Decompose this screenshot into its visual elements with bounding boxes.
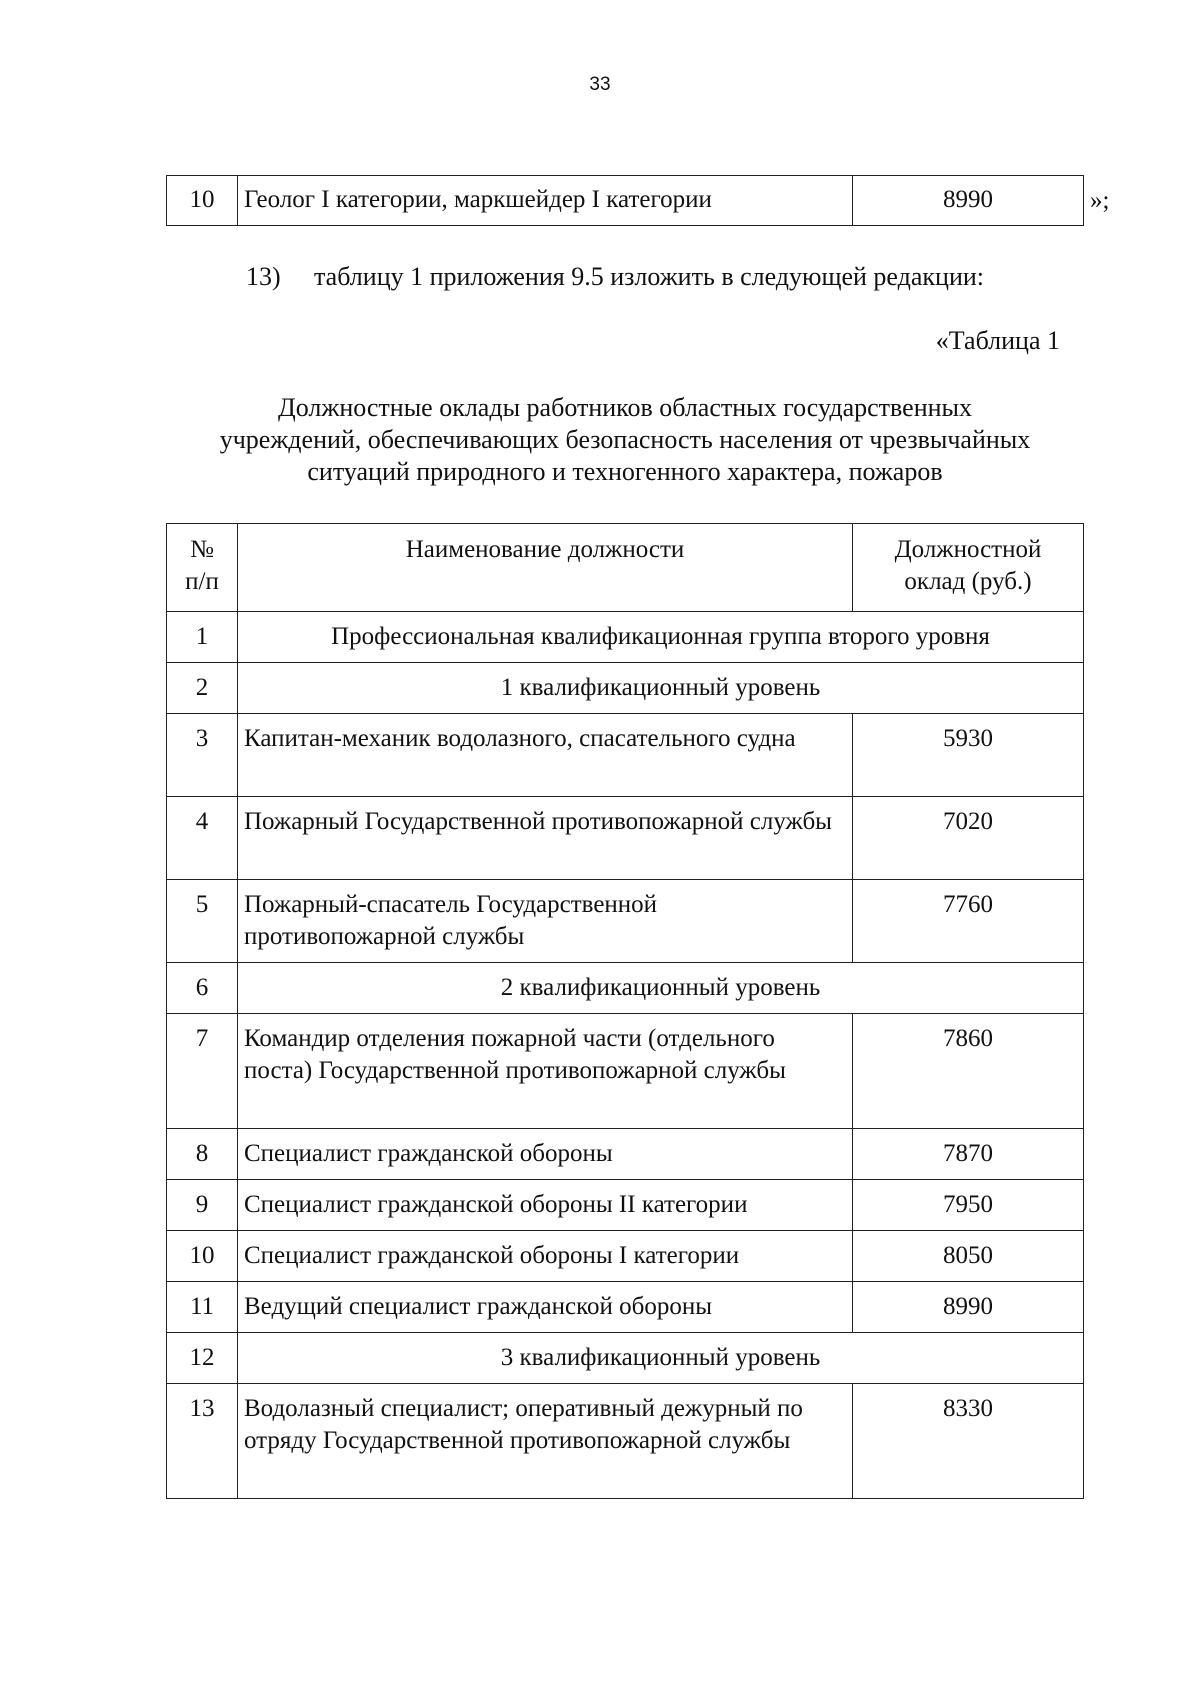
table-header-row <box>167 524 1084 612</box>
table-row <box>167 797 1084 880</box>
row-number: 10 <box>167 1231 238 1282</box>
header-number-line: п/п <box>185 568 219 595</box>
table-row <box>167 1384 1084 1499</box>
position-name: Капитан-механик водолазного, спасательного судна <box>238 714 853 797</box>
header-salary-line: Должностной <box>894 536 1042 563</box>
salary-value: 8990 <box>853 1282 1084 1333</box>
salary-value: 7950 <box>853 1180 1084 1231</box>
row-number: 8 <box>167 1129 238 1180</box>
group-title: Профессиональная квалификационная группа второго уровня <box>238 612 1084 663</box>
salary-value: 8330 <box>853 1384 1084 1499</box>
position-name: Пожарный Государственной противопожарной службы <box>238 797 853 880</box>
paragraph-number: 13) <box>246 262 281 291</box>
position-name: Специалист гражданской обороны <box>238 1129 853 1180</box>
position-name: Водолазный специалист; оперативный дежурный по отряду Государственной противопожарной службы <box>238 1384 853 1499</box>
salary-value: 8050 <box>853 1231 1084 1282</box>
caption-line: учреждений, обеспечивающих безопасность населения от чрезвычайных <box>219 425 1031 454</box>
group-title: 1 квалификационный уровень <box>238 663 1084 714</box>
row-number: 12 <box>167 1333 238 1384</box>
row-number: 10 <box>167 176 238 226</box>
salary-value: 7870 <box>853 1129 1084 1180</box>
paragraph-text: таблицу 1 приложения 9.5 изложить в следующей редакции: <box>314 262 984 291</box>
closing-quote: »; <box>1090 187 1110 214</box>
table-label: «Таблица 1 <box>935 326 1060 355</box>
table-row <box>167 1180 1084 1231</box>
continued-table <box>166 175 1084 226</box>
position-name: Командир отделения пожарной части (отдельного поста) Государственной противопожарной службы <box>238 1014 853 1129</box>
page-number: 33 <box>589 74 611 95</box>
position-name: Пожарный-спасатель Государственной противопожарной службы <box>238 880 853 963</box>
salary-value: 8990 <box>853 176 1084 226</box>
table-row <box>167 176 1084 226</box>
row-number: 4 <box>167 797 238 880</box>
row-number: 7 <box>167 1014 238 1129</box>
salary-value: 7760 <box>853 880 1084 963</box>
position-name: Специалист гражданской обороны II категории <box>238 1180 853 1231</box>
salary-value: 5930 <box>853 714 1084 797</box>
row-number: 1 <box>167 612 238 663</box>
row-number: 9 <box>167 1180 238 1231</box>
caption-line: Должностные оклады работников областных государственных <box>277 393 972 422</box>
salary-table <box>166 523 1084 1499</box>
group-row <box>167 612 1084 663</box>
row-number: 2 <box>167 663 238 714</box>
salary-value: 7860 <box>853 1014 1084 1129</box>
table-row <box>167 1231 1084 1282</box>
amendment-paragraph <box>246 262 984 292</box>
caption-line: ситуаций природного и техногенного характера, пожаров <box>307 457 943 486</box>
table-row <box>167 714 1084 797</box>
table-row <box>167 1014 1084 1129</box>
header-number-line: № <box>190 536 214 563</box>
header-position: Наименование должности <box>238 524 853 612</box>
header-salary <box>853 524 1084 612</box>
position-name: Специалист гражданской обороны I категории <box>238 1231 853 1282</box>
position-name: Ведущий специалист гражданской обороны <box>238 1282 853 1333</box>
position-name: Геолог I категории, маркшейдер I категории <box>238 176 853 226</box>
group-row <box>167 1333 1084 1384</box>
salary-value: 7020 <box>853 797 1084 880</box>
group-row <box>167 963 1084 1014</box>
table-row <box>167 1282 1084 1333</box>
row-number: 13 <box>167 1384 238 1499</box>
row-number: 3 <box>167 714 238 797</box>
row-number: 11 <box>167 1282 238 1333</box>
table-row <box>167 880 1084 963</box>
header-number <box>167 524 238 612</box>
table-row <box>167 1129 1084 1180</box>
row-number: 6 <box>167 963 238 1014</box>
group-row <box>167 663 1084 714</box>
group-title: 3 квалификационный уровень <box>238 1333 1084 1384</box>
table-caption <box>166 392 1084 488</box>
group-title: 2 квалификационный уровень <box>238 963 1084 1014</box>
header-salary-line: оклад (руб.) <box>904 568 1032 595</box>
row-number: 5 <box>167 880 238 963</box>
